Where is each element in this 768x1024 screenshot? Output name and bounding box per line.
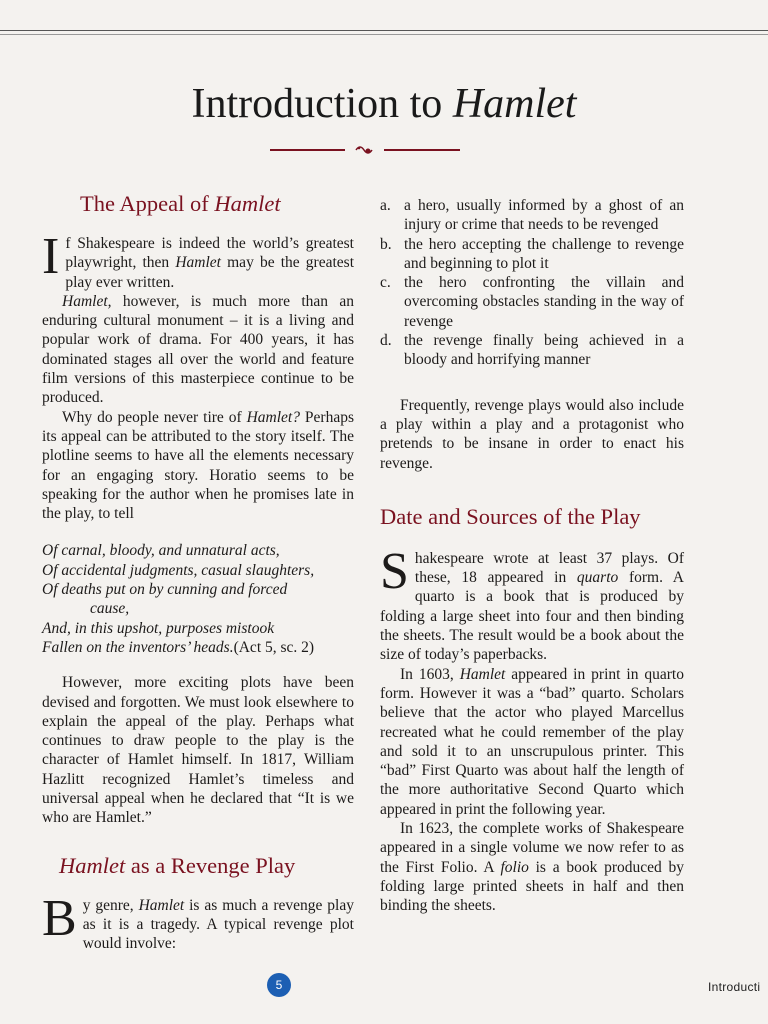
sources-heading: Date and Sources of the Play <box>380 503 641 529</box>
list-item: c. the hero confronting the villain and overcoming obstacles standing in the way of revenge <box>380 274 684 330</box>
appeal-paragraph-3: Why do people never tire of Hamlet? Perhaps its appeal can be attributed to the story itself. The plotline seems to have all the elements necessary for an engaging story. Horatio seems to be speaking for the author when he promises late in the play, to tell <box>42 408 354 523</box>
appeal-paragraph-1: If Shakespeare is indeed the world’s greatest playwright, then Hamlet may be the greatest play ever written. <box>42 228 355 291</box>
sources-paragraph-1: Shakespeare wrote at least 37 plays. Of these, 18 appeared in quarto form. A quarto is a book that is produced by folding a large sheet into four and then binding the sheets. The result would be a book about the size of today’s paperbacks. <box>380 542 684 664</box>
verse-line: And, in this upshot, purposes mistook <box>42 619 275 637</box>
verse-citation: (Act 5, sc. 2) <box>233 638 315 656</box>
verse-line: cause, <box>90 600 130 618</box>
page-number-badge: 5 <box>267 973 291 997</box>
running-head: Introducti <box>708 980 761 994</box>
list-item: a. a hero, usually informed by a ghost of an injury or crime that needs to be revenged <box>380 197 684 234</box>
page-title: Introduction to Hamlet <box>191 81 577 127</box>
right-column <box>380 196 684 916</box>
revenge-plot-list <box>380 196 684 370</box>
verse-line: Of deaths put on by cunning and forced <box>42 581 288 599</box>
list-item: b. the hero accepting the challenge to revenge and beginning to plot it <box>380 235 684 272</box>
fleuron-icon <box>270 142 460 158</box>
verse-line: Fallen on the inventors’ heads.(Act 5, sc. 2) <box>42 638 315 656</box>
revenge-heading: Hamlet as a Revenge Play <box>59 852 296 878</box>
verse-line: Of accidental judgments, casual slaughters, <box>42 561 315 579</box>
appeal-paragraph-4: However, more exciting plots have been devised and forgotten. We must look elsewhere to explain the appeal of the play. Perhaps what continues to draw people to the play is the character of Hamlet himself. In 1817, William Hazlitt recognized Hamlet’s timeless and universal appeal when he declared that “It is we who are Hamlet.” <box>42 674 354 827</box>
appeal-paragraph-2: Hamlet, however, is much more than an enduring cultural monument – it is a living and popular work of drama. For 400 years, it has dominated stages all over the world and feature film versions of this masterpiece continue to be produced. <box>42 292 354 407</box>
drop-cap: I <box>42 228 60 285</box>
sources-paragraph-3: In 1623, the complete works of Shakespeare appeared in a single volume we now refer to as the First Folio. A folio is a book produced by folding large printed sheets in half and then binding the sheets. <box>380 820 684 915</box>
list-item: d. the revenge finally being achieved in a bloody and horrifying manner <box>380 332 684 369</box>
revenge-paragraph-2: Frequently, revenge plays would also include a play within a play and a protagonist who pretends to be insane in order to enact his revenge. <box>380 396 684 472</box>
appeal-heading: The Appeal of Hamlet <box>80 191 281 216</box>
revenge-paragraph-1: By genre, Hamlet is as much a revenge play as it is a tragedy. A typical revenge plot would involve: <box>42 889 354 953</box>
top-rule <box>0 30 768 31</box>
sources-paragraph-2: In 1603, Hamlet appeared in print in quarto form. However it was a “bad” quarto. Scholars believe that the actor who played Marcellus recreated what he could remember of the play and sold it to an unscrupulous printer. This “bad” First Quarto was about half the length of the more authoritative Second Quarto which appeared in print the following year. <box>380 665 684 818</box>
verse-quote <box>42 541 354 657</box>
drop-cap: S <box>380 542 409 600</box>
top-rule-thin <box>0 34 768 35</box>
verse-line: Of carnal, bloody, and unnatural acts, <box>42 542 280 560</box>
left-column <box>42 190 354 954</box>
drop-cap: B <box>42 889 77 947</box>
